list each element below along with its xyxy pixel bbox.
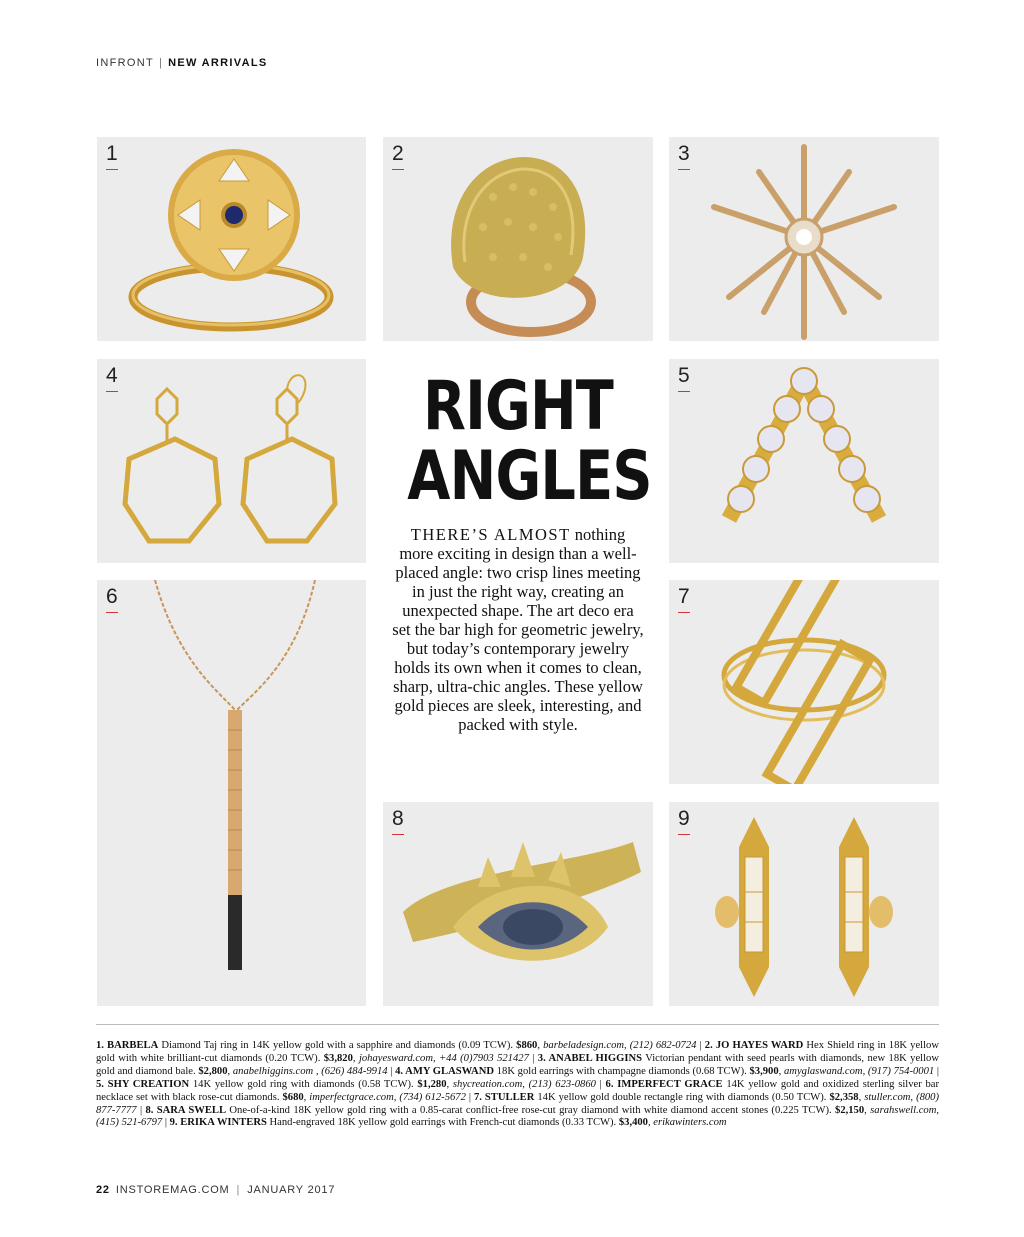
product-tile-7 xyxy=(669,580,939,784)
credit-price: $680 xyxy=(282,1091,304,1103)
credit-price: $3,820 xyxy=(323,1052,353,1064)
tile-number: 6 xyxy=(106,586,118,613)
page-number: 22 xyxy=(96,1184,110,1196)
credit-contact: sarahswell.com, (415) 521-6797 xyxy=(96,1104,940,1129)
credit-entry: 8. SARA SWELL One-of-a-kind 18K yellow gold ring with a 0.85-carat conflict-free rose-cut gray diamond with white diamond accent stones (0.225 TCW). $2,150, sarahswell.com, (415) 521-6797 xyxy=(96,1104,940,1129)
credit-entry: 6. IMPERFECT GRACE 14K yellow gold and oxidized sterling silver bar necklace set with black rose-cut diamonds. $680, imperfectgrace.com, (734) 612-5672 xyxy=(96,1078,940,1103)
credit-description: Hand-engraved 18K yellow gold earrings with French-cut diamonds (0.33 TCW). xyxy=(266,1117,619,1129)
bar-necklace-image xyxy=(97,580,366,1006)
credit-brand: 7. STULLER xyxy=(473,1091,535,1103)
credit-contact: imperfectgrace.com, (734) 612-5672 xyxy=(309,1091,466,1103)
credit-price: $3,900 xyxy=(749,1065,779,1077)
tile-number: 7 xyxy=(678,586,690,613)
credit-contact: stuller.com, (800) 877-7777 xyxy=(96,1091,940,1116)
product-tile-3 xyxy=(669,137,939,341)
credit-description: 14K yellow gold double rectangle ring with diamonds (0.50 TCW). xyxy=(534,1091,830,1103)
header-brand: INFRONT xyxy=(96,57,154,69)
header-section: NEW ARRIVALS xyxy=(168,57,268,69)
chevron-ring-image xyxy=(669,359,939,563)
hexagon-earrings-image xyxy=(97,359,366,563)
title-line-1: RIGHT xyxy=(422,367,614,446)
credit-price: $2,800 xyxy=(198,1065,228,1077)
product-tile-9 xyxy=(669,802,939,1006)
credit-contact: shycreation.com, (213) 623-0860 xyxy=(452,1078,596,1090)
credit-price: $3,400 xyxy=(618,1117,648,1129)
footer-site: INSTOREMAG.COM xyxy=(115,1184,230,1196)
product-tile-1 xyxy=(97,137,366,341)
credit-contact: erikawinters.com xyxy=(653,1117,727,1129)
product-credits: 1. BARBELA Diamond Taj ring in 14K yellow gold with a sapphire and diamonds (0.09 TCW). $860, barbeladesign.com, (212) 682-0724 | 2. JO HAYES WARD Hex Shield ring in 18K yellow gold with white brilliant-cut diamonds (0.20 TCW). $3,820, johayesward.com, +44 (0)7903 521427 | 3. ANABEL HIGGINS Victorian pendant with seed pearls with diamonds, new 18K yellow gold and diamond bale. $2,800, anabelhiggins.com , (626) 484-9914 | 4. AMY GLASWAND 18K gold earrings with champagne diamonds (0.68 TCW). $3,900, amyglaswand.com, (917) 754-0001 | 5. SHY CREATION 14K yellow gold ring with diamonds (0.58 TCW). $1,280, shycreation.com, (213) 623-0860 | 6. IMPERFECT GRACE 14K yellow gold and oxidized sterling silver bar necklace set with black rose-cut diamonds. $680, imperfectgrace.com, (734) 612-5672 | 7. STULLER 14K yellow gold double rectangle ring with diamonds (0.50 TCW). $2,358, stuller.com, (800) 877-7777 | 8. SARA SWELL One-of-a-kind 18K yellow gold ring with a 0.85-carat conflict-free rose-cut gray diamond with white diamond accent stones (0.225 TCW). $2,150, sarahswell.com, (415) 521-6797 | 9. ERIKA WINTERS Hand-engraved 18K yellow gold earrings with French-cut diamonds (0.33 TCW). $3,400, erikawinters.com xyxy=(96,1040,940,1129)
credit-brand: 6. IMPERFECT GRACE xyxy=(605,1078,723,1090)
credit-brand: 3. ANABEL HIGGINS xyxy=(537,1052,642,1064)
credit-brand: 2. JO HAYES WARD xyxy=(704,1040,804,1051)
running-header: INFRONT | NEW ARRIVALS xyxy=(96,57,268,69)
credit-description: 14K yellow gold ring with diamonds (0.58 TCW). xyxy=(189,1078,418,1090)
credit-contact: amyglaswand.com, (917) 754-0001 xyxy=(784,1065,935,1077)
credit-brand: 5. SHY CREATION xyxy=(96,1078,190,1090)
credit-description: One-of-a-kind 18K yellow gold ring with a 0.85-carat conflict-free rose-cut gray diamond with white diamond accent stones (0.225 TCW). xyxy=(226,1104,836,1116)
product-tile-8 xyxy=(383,802,653,1006)
product-tile-4 xyxy=(97,359,366,563)
credit-entry: 3. ANABEL HIGGINS Victorian pendant with seed pearls with diamonds, new 18K yellow gold and diamond bale. $2,800, anabelhiggins.com , (626) 484-9914 xyxy=(96,1052,939,1077)
hex-shield-ring-image xyxy=(383,137,653,341)
star-pendant-image xyxy=(669,137,939,341)
double-rectangle-ring-image xyxy=(669,580,939,784)
credit-entry: 4. AMY GLASWAND 18K gold earrings with champagne diamonds (0.68 TCW). $3,900, amyglaswand.com, (917) 754-0001 xyxy=(395,1065,935,1077)
credit-description: Hex Shield ring in 18K yellow gold with white brilliant-cut diamonds (0.20 TCW). xyxy=(96,1040,939,1064)
credit-entry: 7. STULLER 14K yellow gold double rectangle ring with diamonds (0.50 TCW). $2,358, stuller.com, (800) 877-7777 xyxy=(96,1091,940,1116)
credit-description: Diamond Taj ring in 14K yellow gold with a sapphire and diamonds (0.09 TCW). xyxy=(158,1040,517,1051)
spike-earrings-image xyxy=(669,802,939,1006)
credit-brand: 1. BARBELA xyxy=(96,1040,159,1051)
eye-ring-image xyxy=(383,802,653,1006)
credit-price: $2,358 xyxy=(829,1091,859,1103)
credit-brand: 8. SARA SWELL xyxy=(145,1104,227,1116)
credit-description: 14K yellow gold and oxidized sterling silver bar necklace set with black rose-cut diamonds. xyxy=(96,1078,940,1103)
credit-entry: 2. JO HAYES WARD Hex Shield ring in 18K yellow gold with white brilliant-cut diamonds (0.20 TCW). $3,820, johayesward.com, +44 (0)7903 521427 xyxy=(96,1040,939,1064)
sapphire-ring-image xyxy=(97,137,366,341)
product-tile-6 xyxy=(97,580,366,1006)
credit-brand: 9. ERIKA WINTERS xyxy=(169,1117,267,1129)
tile-number: 4 xyxy=(106,365,118,392)
tile-number: 2 xyxy=(392,143,404,170)
footer-issue: JANUARY 2017 xyxy=(247,1184,336,1196)
credit-contact: barbeladesign.com, (212) 682-0724 xyxy=(543,1040,697,1051)
credit-price: $1,280 xyxy=(417,1078,447,1090)
credit-contact: johayesward.com, +44 (0)7903 521427 xyxy=(358,1052,529,1064)
article-body xyxy=(392,525,644,734)
page-footer: 22 INSTOREMAG.COM | JANUARY 2017 xyxy=(96,1184,336,1196)
credit-entry: 9. ERIKA WINTERS Hand-engraved 18K yellow gold earrings with French-cut diamonds (0.33 TCW). $3,400, erikawinters.com xyxy=(169,1117,727,1129)
product-tile-5 xyxy=(669,359,939,563)
credit-description: Victorian pendant with seed pearls with diamonds, new 18K yellow gold and diamond bale. xyxy=(96,1052,939,1077)
tile-number: 3 xyxy=(678,143,690,170)
article-body-text: nothing more exciting in design than a well-placed angle: two crisp lines meeting in just the right way, creating an unexpected shape. The art deco era set the bar high for geometric jewelry, but today’s contemporary jewelry holds its own when it comes to clean, sharp, ultra-chic angles. These yellow gold pieces are sleek, interesting, and packed with style. xyxy=(392,525,644,734)
tile-number: 8 xyxy=(392,808,404,835)
credit-price: $860 xyxy=(516,1040,538,1051)
tile-number: 9 xyxy=(678,808,690,835)
title-line-2: ANGLES xyxy=(407,437,652,516)
credit-entry: 5. SHY CREATION 14K yellow gold ring with diamonds (0.58 TCW). $1,280, shycreation.com, (213) 623-0860 xyxy=(96,1078,596,1090)
credit-price: $2,150 xyxy=(835,1104,865,1116)
article-lead: THERE’S ALMOST xyxy=(410,525,571,544)
credit-brand: 4. AMY GLASWAND xyxy=(395,1065,495,1077)
article-title xyxy=(407,367,652,516)
credits-divider xyxy=(96,1024,939,1025)
credit-description: 18K gold earrings with champagne diamonds (0.68 TCW). xyxy=(494,1065,750,1077)
product-tile-2 xyxy=(383,137,653,341)
credit-entry: 1. BARBELA Diamond Taj ring in 14K yellow gold with a sapphire and diamonds (0.09 TCW). $860, barbeladesign.com, (212) 682-0724 xyxy=(96,1040,697,1051)
tile-number: 1 xyxy=(106,143,118,170)
tile-number: 5 xyxy=(678,365,690,392)
credit-contact: anabelhiggins.com , (626) 484-9914 xyxy=(232,1065,388,1077)
